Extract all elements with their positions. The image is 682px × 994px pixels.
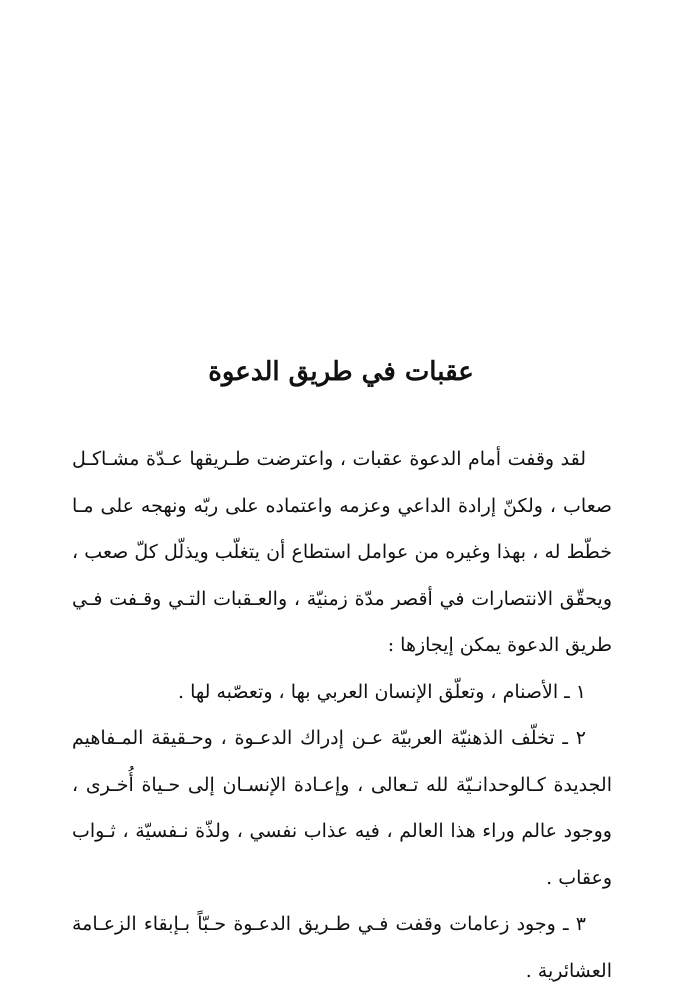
paragraph-item-2: ٢ ـ تخلّف الذهنيّة العربيّة عـن إدراك الدعـوة ، وحـقيقة المـفاهيم الجديدة كـالوحدانـيّة لله تـعالى ، وإعـادة الإنسـان إلى حـياة أُخـرى ، ووجود عالم وراء هذا العالم ، فيه عذاب نفسي ، ولذّة نـفسيّة ، ثـواب وعقاب . bbox=[72, 727, 612, 889]
page-title: عقبات في طريق الدعوة bbox=[208, 357, 474, 387]
paragraph-item-1: ١ ـ الأصنام ، وتعلّق الإنسان العربي بها ، وتعصّبه لها . bbox=[178, 680, 586, 703]
paragraph-intro: لقد وقفت أمام الدعوة عقبات ، واعترضت طـريقها عـدّة مشـاكـل صعاب ، ولكنّ إرادة الداعي وعزمه واعتماده على ربّه ونهجه على مـا خطّط له ، بهذا وغيره من عوامل استطاع أن يتغلّب ويذلّل كلّ صعب ، ويحقّق الانتصارات في أقصر مدّة زمنيّة ، والعـقبات التـي وقـفت فـي طريق الدعوة يمكن إيجازها : bbox=[72, 448, 612, 656]
body-text bbox=[72, 436, 612, 994]
paragraph-item-3: ٣ ـ وجود زعامات وقفت فـي طـريق الدعـوة حـبّاً بـإبقاء الزعـامة العشائرية . bbox=[72, 913, 612, 982]
